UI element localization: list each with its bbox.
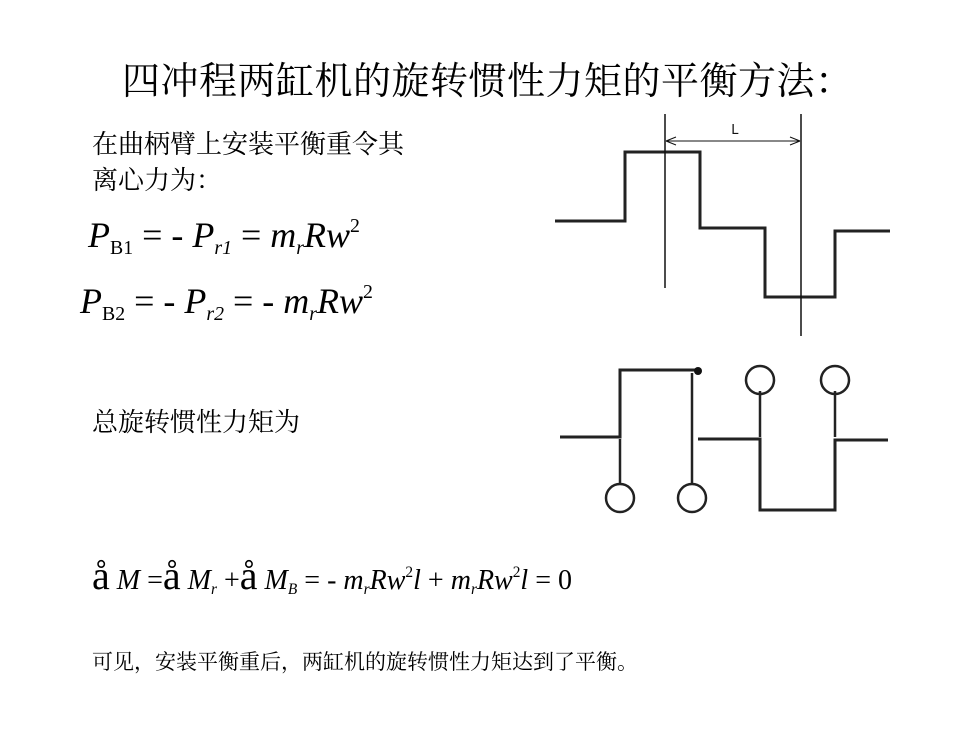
counterweight-diagram [550, 355, 895, 535]
equation-pb1: PB1 = - Pr1 = mrRw$^2$ [88, 215, 360, 259]
crank-pin-dot [694, 367, 702, 375]
total-moment-label: 总旋转惯性力矩为 [92, 408, 301, 438]
equation-pb2: PB2 = - Pr2 = - mrRw$^2$ [80, 281, 373, 325]
crank-profile-line [555, 152, 890, 297]
equation-total-moment: å M =å Mr +å MB = - mrRw$^2$l + mrRw$^2$l = 0 [92, 553, 572, 599]
counterweight-circle-1 [606, 484, 634, 512]
dimension-label-l: L [731, 123, 739, 138]
intro-text-line-1: 在曲柄臂上安装平衡重令其 [92, 130, 405, 160]
crankshaft-diagram [540, 110, 900, 340]
intro-text-line-2: 离心力为： [92, 166, 223, 196]
slide-title: 四冲程两缸机的旋转惯性力矩的平衡方法： [122, 59, 854, 103]
counterweight-circle-4 [821, 366, 849, 394]
counterweight-circle-2 [678, 484, 706, 512]
conclusion-text: 可见，安装平衡重后，两缸机的旋转惯性力矩达到了平衡。 [92, 650, 638, 674]
counterweight-circle-3 [746, 366, 774, 394]
